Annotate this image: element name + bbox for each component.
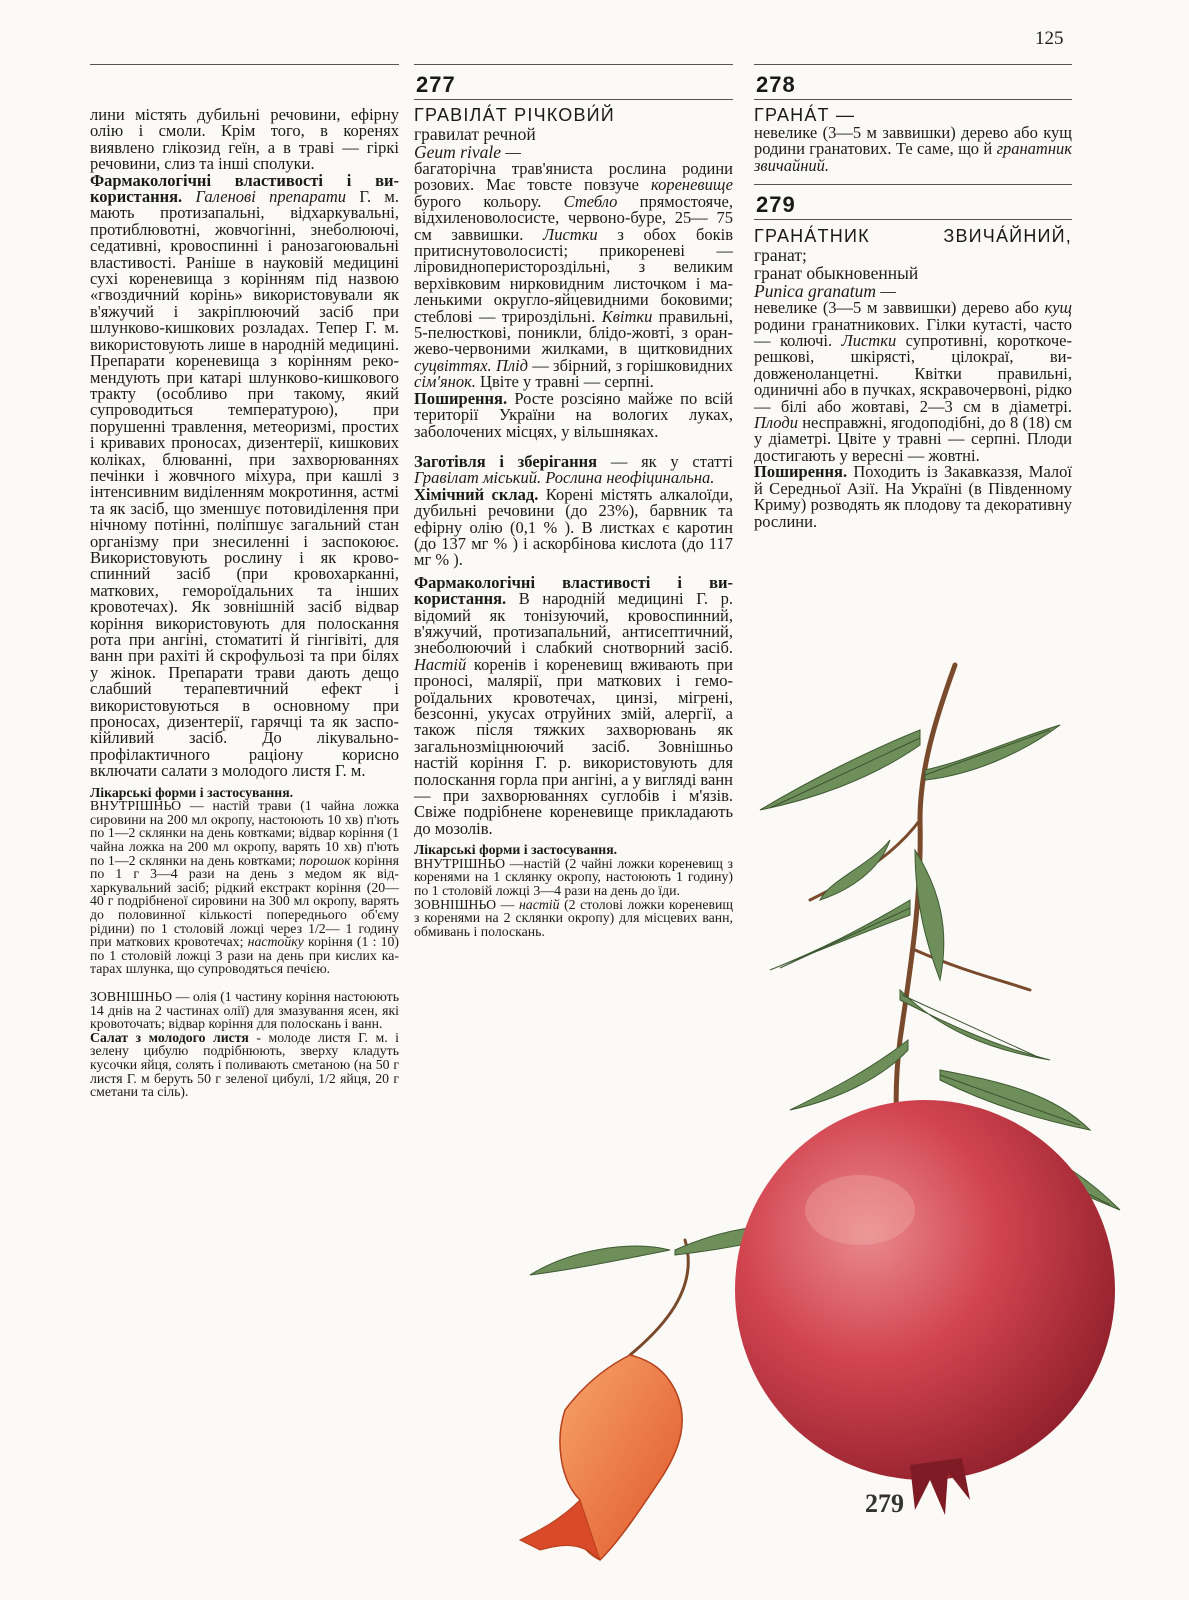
entry-russian-name: гранат обыкновенный [754, 263, 919, 284]
pharm-text: Г. м. мають протизапальні, відхаркувальні, протиблювотні, жовчогінні, знеболюючі, седативні, кровоспинні і ранозагоювальні властивості. Раніше в науковій медицині сухі кореневища з корінням під назвою «гвоздичний корінь» використовували як в'яжучий і закріплюючий засіб при шлунково-кишкових розладах. Тепер Г. м. використовують лише в народній медицині. Препарати кореневища з корінням рекомендують при катарі шлунково-кишкового тракту (особливо при такому, який супроводиться температурою), при порушенні травлення, метеоризмі, простих і кривавих проносах, дизентерії, кишкових коліках, блюванні, при захворюваннях печінки і жовчного міхура, при кашлі з інтенсивним виділенням мокротиння, астмі та як засіб, що зменшує потовиділення при нічному потінні, поліпшує загальний стан організму при знесиленні і заспокоює. Використовують рослину і як кровоспинний засіб (при кровохарканні, маткових, гемороїдальних та інших кровотечах). Як зовнішній засіб відвар коріння використовують для полоскання рота при ангіні, стоматиті й гінгівіті, для ванн при рахіті й скрофульозі та при білях у жінок. Препарати трави дають дещо слабший терапевтичний ефект і використовуються в основному при проносах, дизентерії, гарячці та як заспокійливий засіб. До лікувально-профілактичного раціону корисно включати салати з молодого листя Г. м. [90, 187, 399, 781]
powder-term: порошок [299, 852, 351, 868]
tincture-term: настойку [247, 934, 304, 950]
storage-text: — як у статті [610, 451, 734, 471]
infusion-term-2: настій [518, 896, 560, 912]
entry-description: невелике (3—5 м заввишки) дерево або кущ родини гранатникових. Гілки кутасті, часто — колючі. Листки супротивні, короткочерешкові, шкірясті, цілокраї, видовженоланцетні. Квітки правильні, одиничні або в пучках, яскравочервоні, рідко — білі або жовтаві, 2—3 см в діаметрі. Плоди несправжні, ягодоподібні, до 8 (18) см у діаметрі. Цвіте у травні — серпні. Плоди достигають у вересні — жовтні. [754, 298, 1072, 465]
column-left [90, 64, 399, 1099]
entry-278-ref: гранатник звичайний. [754, 139, 1073, 175]
salad-heading: Салат з молодого листя [90, 1029, 249, 1045]
pomegranate-illustration [470, 650, 1189, 1600]
forms-internal: ВНУТРІШНЬО — настій трави (1 чайна ложка сировини на 200 мл окропу, настоюють 10 хв) п'ють по 1—2 склянки на день ковтками; відвар коріння (1 чайна ложка на 200 мл окропу, варять 10 хв) п'ють по 1—2 склянки на день ковтками; [90, 798, 399, 868]
entry-number-278: 278 [756, 72, 796, 97]
entry-rule [754, 219, 1072, 220]
pharm-text-2: коренів і кореневищ вживають при проносі, малярії, при маткових і гемороїдальних кровотечах, цинзі, мігрені, безсонні, укусах отруйних змій, алергії, а також після тяжких захворювань як загальнозміцнюючий засіб. Зовнішньо настій коріння Г. р. використовують для полоскання горла при ангіні, а у вигляді ванн — при захворюваннях суглобів і м'язів. Свіже подрібнене кореневище прикладають до мозолів. [414, 654, 733, 838]
storage-ref: Гравілат міський. Рослина неофіцинальна. [414, 468, 715, 488]
entry-alt-name: гранат; [754, 245, 807, 266]
entry-description: багаторічна трав'яниста рослина родини розових. Має товсте повзуче кореневище бурого кольору. Стебло прямостояче, відхиленоволосисте, червоно-буре, 25— 75 см заввишки. Листки з обох боків притиснутоволосисті; прикореневі — ліровидноперистороздільні, з великим верхівковим нирковидним листочком і маленькими округло-яйцевидними боковими; стеблові — трироздільні. Квітки правильні, 5-пелюсткові, поникли, блідо-жовті, з оранжево-червоними жилками, в щитковидних суцвіттях. Плід — збірний, з горішковидних сім'янок. Цвіте у травні — серпні. [414, 159, 734, 392]
forms-external-label: ЗОВНІШНЬО — [414, 896, 515, 912]
forms-tincture: коріння (1 : 10) по 1 столовій ложці 3 рази на день при кислих катарах шлунка, що супроводяться печією. [90, 934, 400, 977]
chem-text: Корені містять алкалоїди, дубильні речовини (до 23%), барвник та ефірну олію (0,1 % ). В листках є каротин (до 137 мг % ) і аскорбінова кислота (до 117 мг % ). [414, 484, 733, 570]
flower-bud [520, 1355, 682, 1560]
entry-latin-name: Geum rivale — [414, 142, 521, 162]
pomegranate-fruit [735, 1100, 1115, 1515]
salad-text: - молоде листя Г. м. і зелену цибулю подрібнюють, зверху кладуть кусочки яйця, солять і поливають сметаною (на 50 г листя Г. м беруть 50 г зеленої цибулі, 1/2 яйця, 20 г сметани та сіль). [90, 1029, 399, 1100]
forms-external: (2 столові ложки кореневищ з коренями на 2 склянки окропу) для місцевих ванн, обмивань і полоскань. [414, 896, 734, 939]
entry-number-277: 277 [416, 72, 456, 97]
entry-rule [754, 99, 1072, 100]
entry-title: ГРАВІЛА́Т РІЧКОВИ́Й [414, 105, 615, 125]
forms-internal: ВНУТРІШНЬО —настій (2 чайні ложки кореневищ з коренями на 1 склянку окропу, настоюють 1 годину) по 1 столовій ложці 3—4 рази на день до їди. [414, 855, 733, 899]
entry-number-279: 279 [756, 192, 796, 218]
entry-russian-name: гравилат речной [414, 124, 536, 144]
pharm-lead: Галенові препарати [195, 187, 347, 207]
spread-heading: Поширення. [754, 462, 848, 482]
column-right [754, 64, 1072, 530]
page-number: 125 [1035, 28, 1064, 49]
forms-heading: Лікарські форми і застосування. [90, 784, 294, 800]
infusion-term: Настій [414, 654, 467, 674]
intro-paragraph: лини містять дубильні речовини, ефірну олію і смоли. Крім того, в коренях виявлено глікозид геїн, а в траві — гіркі речовини, слиз та інші сполуки. [90, 105, 399, 174]
pharm-heading: Фармакологічні властивості і використання. [414, 572, 733, 609]
storage-heading: Заготівля і зберігання [414, 451, 598, 471]
entry-title-279: ГРАНА́ТНИК ЗВИЧА́ЙНИЙ, [754, 226, 1072, 247]
entry-title-278: ГРАНА́Т — [754, 105, 856, 125]
pharm-text-1: В народній медицині Г. р. відомий як тонізуючий, кровоспинний, в'яжучий, протизапальний, антисептичний, знеболюючий і слабкий снотворний засіб. [414, 589, 733, 658]
entry-278-text: невелике (3—5 м заввишки) дерево або кущ родини гранатових. Те саме, що й [754, 123, 1072, 159]
forms-external: ЗОВНІШНЬО — олія (1 частину коріння настоюють 14 днів на 2 частинах олії) для змазування ясен, які кровоточать; відвар коріння для полоскань і ванн. [90, 988, 399, 1032]
forms-heading: Лікарські форми і застосування. [414, 842, 618, 858]
forms-powder: коріння по 1 г 3—4 рази на день з медом як відхаркувальний засіб; рідкий екстракт коріння (20—40 г подрібненої сировини на 300 мл окропу, варять до половинної кількості попереднього об'єму рідини) по 1 столовій ложці через 1/2— 1 годину при маткових кровотечах; [90, 852, 399, 950]
pharm-heading: Фармакологічні властивості і використання. [90, 170, 399, 207]
entry-latin-name: Punica granatum — [754, 281, 896, 302]
entry-rule [414, 99, 733, 100]
chem-heading: Хімічний склад. [414, 484, 539, 504]
spread-text: Походить із Закавказзя, Малої й Середньої Азії. На Україні (в Південному Криму) розводять як плодову та декоративну рослини. [754, 462, 1073, 531]
illustration-caption: 279 [865, 1489, 904, 1518]
spread-heading: Поширення. [414, 388, 508, 408]
spread-text: Росте розсіяно майже по всій території України на вологих луках, заболочених місцях, у вільшняках. [414, 388, 733, 441]
